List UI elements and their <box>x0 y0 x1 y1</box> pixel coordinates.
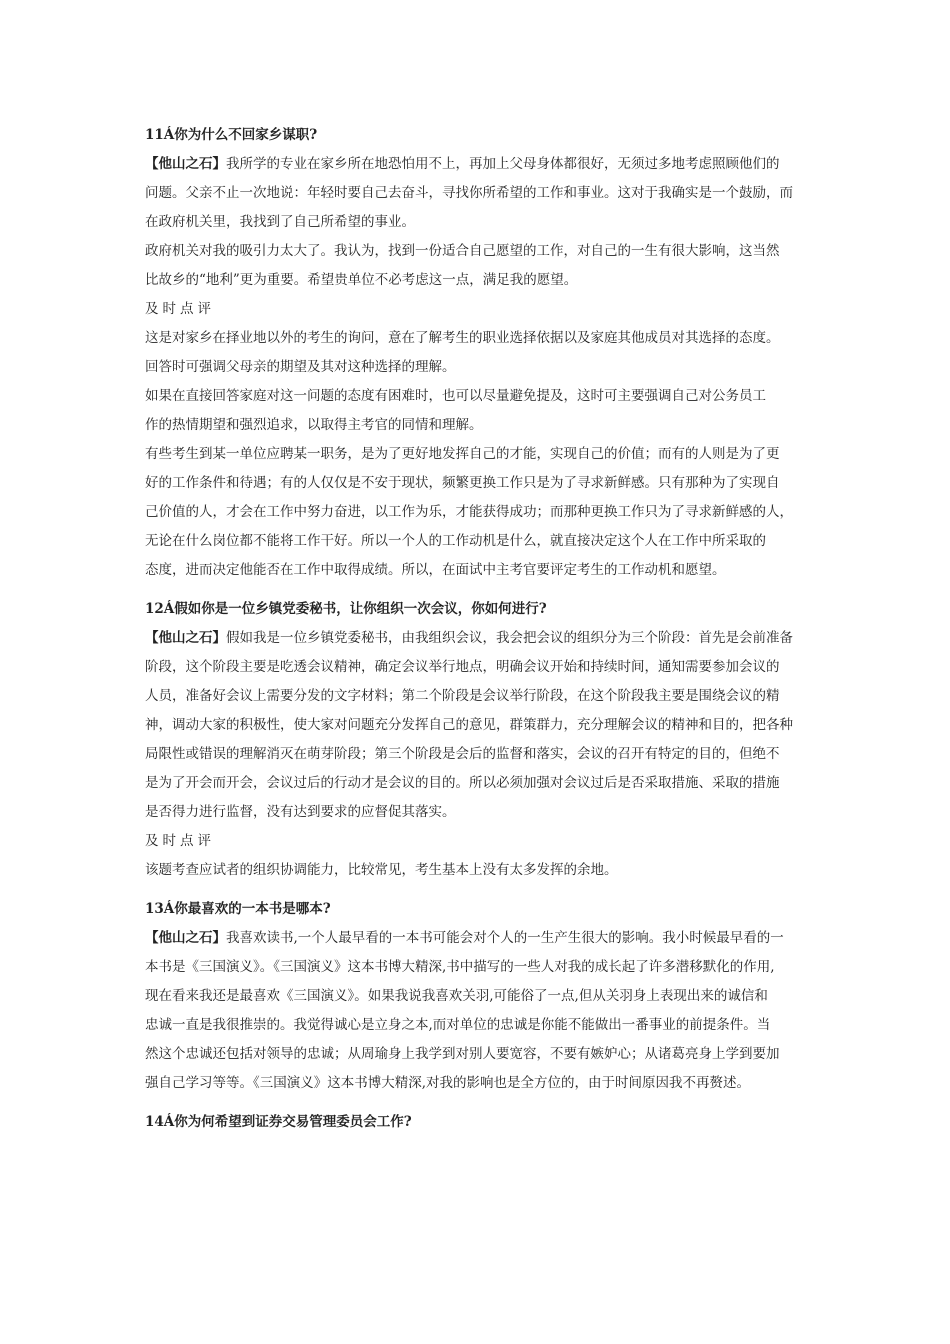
comment-line: 有些考生到某一单位应聘某一职务，是为了更好地发挥自己的才能，实现自己的价值；而有的人则是为了更 <box>145 446 780 462</box>
document-page <box>145 121 817 1137</box>
question-11: 11Á你为什么不回家乡谋职? <box>145 127 318 143</box>
answer-line: 神，调动大家的积极性，使大家对问题充分发挥自己的意见，群策群力，充分理解会议的精神和目的，把各种 <box>145 717 793 733</box>
answer-line: 阶段，这个阶段主要是吃透会议精神，确定会议举行地点，明确会议开始和持续时间，通知需要参加会议的 <box>145 659 780 675</box>
answer-line: 政府机关对我的吸引力太大了。我认为，找到一份适合自己愿望的工作，对自己的一生有很大影响，这当然 <box>145 243 780 259</box>
answer-line: 强自己学习等等。《三国演义》这本书博大精深,对我的影响也是全方位的，由于时间原因我不再赘述。 <box>145 1075 751 1091</box>
comment-line: 无论在什么岗位都不能将工作干好。所以一个人的工作动机是什么，就直接决定这个人在工作中所采取的 <box>145 533 766 549</box>
answer-line <box>145 924 817 953</box>
answer-line: 局限性或错误的理解消灭在萌芽阶段；第三个阶段是会后的监督和落实，会议的召开有特定的目的，但绝不 <box>145 746 780 762</box>
answer-line: 在政府机关里，我找到了自己所希望的事业。 <box>145 214 415 230</box>
answer-line: 是否得力进行监督，没有达到要求的应督促其落实。 <box>145 804 456 820</box>
answer-text: 我所学的专业在家乡所在地恐怕用不上，再加上父母身体都很好，无须过多地考虑照顾他们的 <box>226 156 780 172</box>
answer-line: 现在看来我还是最喜欢《三国演义》。如果我说我喜欢关羽,可能俗了一点,但从关羽身上表现出来的诚信和 <box>145 988 768 1004</box>
answer-tag: 【他山之石】 <box>145 156 226 172</box>
question-12: 12Á假如你是一位乡镇党委秘书，让你组织一次会议，你如何进行? <box>145 601 547 617</box>
answer-line: 问题。父亲不止一次地说：年轻时要自己去奋斗，寻找你所希望的工作和事业。这对于我确实是一个鼓励，而 <box>145 185 793 201</box>
section-gap <box>145 1098 817 1108</box>
comment-heading: 及时点评 <box>145 833 215 849</box>
answer-line: 然这个忠诚还包括对领导的忠诚；从周瑜身上我学到对别人要宽容，不要有嫉妒心；从诸葛亮身上学到要加 <box>145 1046 780 1062</box>
answer-text: 我喜欢读书,一个人最早看的一本书可能会对个人的一生产生很大的影响。我小时候最早看的一 <box>226 930 784 946</box>
comment-line: 回答时可强调父母亲的期望及其对这种选择的理解。 <box>145 359 456 375</box>
answer-line: 比故乡的“地利”更为重要。希望贵单位不必考虑这一点，满足我的愿望。 <box>145 272 578 288</box>
comment-line: 己价值的人，才会在工作中努力奋进，以工作为乐，才能获得成功；而那种更换工作只为了寻求新鲜感的人， <box>145 504 793 520</box>
comment-line: 该题考查应试者的组织协调能力，比较常见，考生基本上没有太多发挥的余地。 <box>145 862 618 878</box>
question-14: 14Á你为何希望到证券交易管理委员会工作? <box>145 1114 412 1130</box>
answer-tag: 【他山之石】 <box>145 930 226 946</box>
answer-line <box>145 624 817 653</box>
comment-line: 作的热情期望和强烈追求，以取得主考官的同情和理解。 <box>145 417 483 433</box>
comment-heading: 及时点评 <box>145 301 215 317</box>
section-gap <box>145 585 817 595</box>
comment-line: 好的工作条件和待遇；有的人仅仅是不安于现状，频繁更换工作只是为了寻求新鲜感。只有那种为了实现自 <box>145 475 780 491</box>
answer-line: 本书是《三国演义》。《三国演义》这本书博大精深,书中描写的一些人对我的成长起了许多潜移默化的作用, <box>145 959 775 975</box>
answer-line: 忠诚一直是我很推崇的。我觉得诚心是立身之本,而对单位的忠诚是你能不能做出一番事业的前提条件。当 <box>145 1017 771 1033</box>
answer-line: 是为了开会而开会，会议过后的行动才是会议的目的。所以必须加强对会议过后是否采取措施、采取的措施 <box>145 775 780 791</box>
answer-line: 人员，准备好会议上需要分发的文字材料；第二个阶段是会议举行阶段，在这个阶段我主要是围绕会议的精 <box>145 688 780 704</box>
answer-line <box>145 150 817 179</box>
question-13: 13Á你最喜欢的一本书是哪本? <box>145 901 331 917</box>
comment-line: 这是对家乡在择业地以外的考生的询问，意在了解考生的职业选择依据以及家庭其他成员对其选择的态度。 <box>145 330 780 346</box>
answer-text: 假如我是一位乡镇党委秘书，由我组织会议，我会把会议的组织分为三个阶段：首先是会前准备 <box>226 630 793 646</box>
comment-line: 态度，进而决定他能否在工作中取得成绩。所以，在面试中主考官要评定考生的工作动机和愿望。 <box>145 562 726 578</box>
answer-tag: 【他山之石】 <box>145 630 226 646</box>
section-gap <box>145 885 817 895</box>
comment-line: 如果在直接回答家庭对这一问题的态度有困难时，也可以尽量避免提及，这时可主要强调自己对公务员工 <box>145 388 766 404</box>
